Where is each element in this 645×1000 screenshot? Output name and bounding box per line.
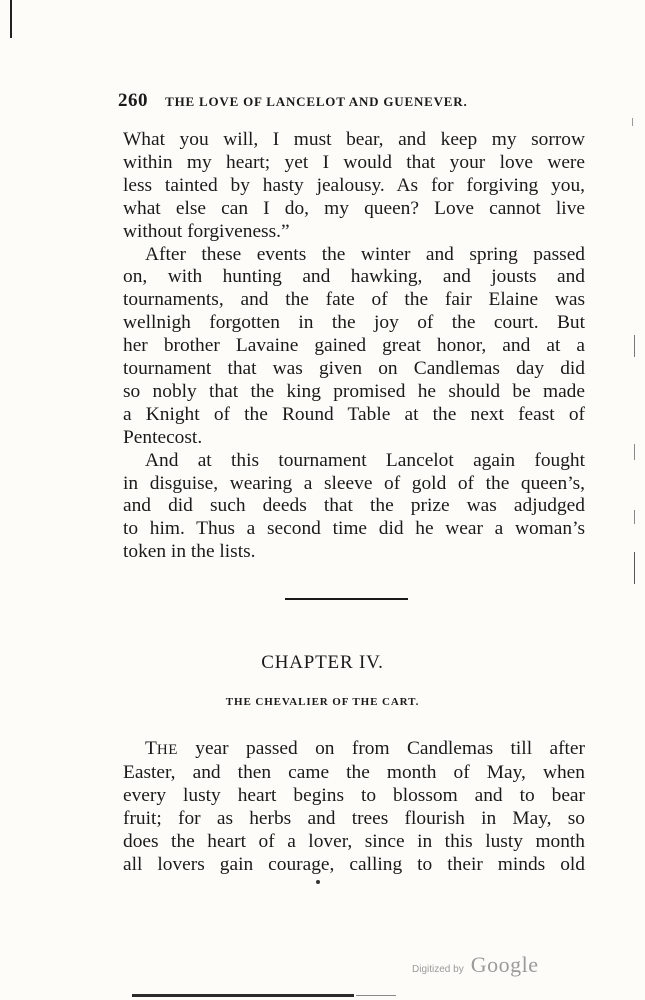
running-head bbox=[118, 90, 558, 114]
opening-word bbox=[145, 738, 178, 759]
text-line: her brother Lavaine gained great honor, and at a bbox=[123, 335, 585, 357]
bottom-scan-rule bbox=[132, 994, 354, 997]
right-margin-mark bbox=[632, 118, 633, 126]
text-line: and did such deeds that the prize was adjudged bbox=[123, 495, 585, 517]
text-line: every lusty heart begins to blossom and to bear bbox=[123, 784, 585, 806]
text-line: a Knight of the Round Table at the next feast of bbox=[123, 403, 585, 425]
text-line: what else can I do, my queen? Love cannot live bbox=[123, 197, 585, 219]
text-line: without forgiveness.” bbox=[123, 220, 290, 242]
google-logo: Google bbox=[470, 952, 539, 977]
right-margin-mark bbox=[634, 552, 635, 584]
text-line bbox=[123, 738, 585, 762]
page-number: 260 bbox=[118, 90, 148, 111]
text-line: to him. Thus a second time did he wear a woman’s bbox=[123, 518, 585, 540]
text-line: within my heart; yet I would that your love were bbox=[123, 151, 585, 173]
chapter-subtitle: THE CHEVALIER OF THE CART. bbox=[225, 696, 420, 708]
signature-dot bbox=[316, 880, 320, 884]
paragraph bbox=[123, 450, 585, 565]
text-line: tournaments, and the fate of the fair Elaine was bbox=[123, 289, 585, 311]
text-line: Easter, and then came the month of May, when bbox=[123, 761, 585, 783]
text-line: so nobly that the king promised he should be made bbox=[123, 380, 585, 402]
paragraph bbox=[123, 244, 585, 450]
text-line: wellnigh forgotten in the joy of the court. But bbox=[123, 312, 585, 334]
running-head-title: THE LOVE OF LANCELOT AND GUENEVER. bbox=[165, 94, 468, 109]
text-line: on, with hunting and hawking, and jousts and bbox=[123, 266, 585, 288]
section-divider bbox=[285, 598, 408, 600]
first-line-text: year passed on from Candlemas till after bbox=[177, 738, 585, 759]
text-line: After these events the winter and spring passed bbox=[145, 243, 585, 265]
paragraph-continuation bbox=[123, 129, 585, 244]
left-margin-mark bbox=[10, 0, 12, 38]
text-line: Pentecost. bbox=[123, 426, 203, 448]
text-line: in disguise, wearing a sleeve of gold of the queen’s, bbox=[123, 472, 585, 494]
bottom-scan-rule-faint bbox=[356, 995, 396, 996]
right-margin-mark bbox=[634, 335, 635, 357]
opening-word-small-caps: HE bbox=[156, 742, 178, 758]
chapter-title: CHAPTER IV. bbox=[261, 652, 384, 673]
text-line: And at this tournament Lancelot again fought bbox=[145, 449, 585, 471]
digitized-watermark bbox=[412, 952, 539, 978]
chapter-paragraph bbox=[123, 738, 585, 876]
text-line: does the heart of a lover, since in this lusty month bbox=[123, 830, 585, 852]
text-line: token in the lists. bbox=[123, 541, 256, 563]
opening-word-capital: T bbox=[145, 738, 157, 759]
watermark-prefix: Digitized by bbox=[412, 964, 464, 975]
text-line: What you will, I must bear, and keep my sorrow bbox=[123, 129, 585, 150]
text-line: fruit; for as herbs and trees flourish in May, so bbox=[123, 807, 585, 829]
right-margin-mark bbox=[634, 444, 635, 460]
text-line: less tainted by hasty jealousy. As for forgiving you, bbox=[123, 174, 585, 196]
text-line: all lovers gain courage, calling to their minds old bbox=[123, 853, 585, 875]
right-margin-mark bbox=[634, 510, 635, 524]
text-line: tournament that was given on Candlemas day did bbox=[123, 358, 585, 380]
